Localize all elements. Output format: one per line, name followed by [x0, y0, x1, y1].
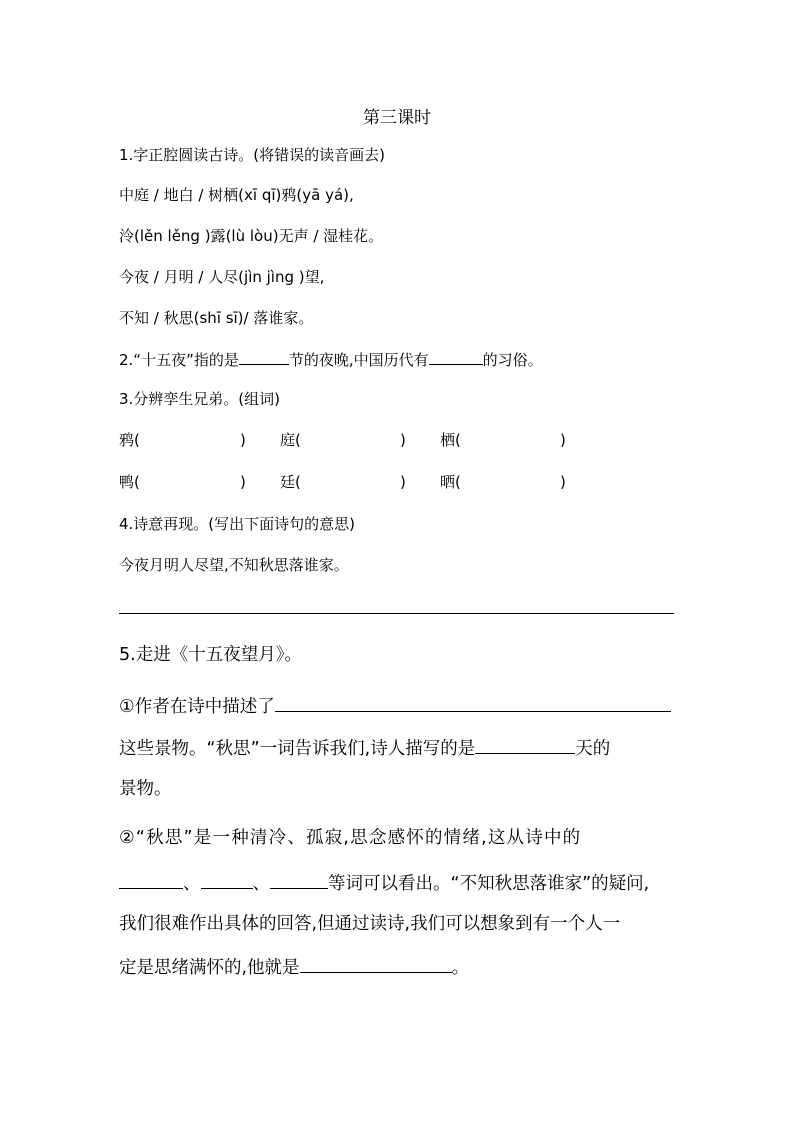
q5-p1-line2 [119, 735, 610, 761]
q3-r1-c2-close: ) [400, 431, 406, 449]
q5-p2-line3: 我们很难作出具体的回答,但通过读诗,我们可以想象到有一个人一 [119, 914, 621, 934]
q5-blank-person[interactable] [300, 954, 452, 973]
q5-p2-text-d: 定是思绪满怀的,他就是 [119, 958, 300, 978]
q5-p2-line2 [119, 870, 649, 896]
q5-blank-word-3[interactable] [270, 870, 328, 889]
q5-p2-text-e: 。 [451, 958, 470, 978]
q3-r2-c1-open: 鸭( [119, 473, 140, 491]
q2-text-3: 的习俗。 [482, 351, 543, 369]
q5-p2-sep-1: 、 [183, 874, 201, 894]
q1-line-4: 不知 / 秋思(shī sī)/ 落谁家。 [119, 309, 314, 327]
page-title: 第三课时 [363, 108, 431, 128]
q2-blank-custom[interactable] [429, 349, 483, 365]
q3-r2-c1-close: ) [240, 473, 246, 491]
q2-line [119, 349, 543, 370]
q3-r1-c1-close: ) [240, 431, 246, 449]
q1-line-3: 今夜 / 月明 / 人尽(jìn jìng )望, [119, 268, 325, 286]
q2-text-2: 节的夜晚,中国历代有 [288, 351, 429, 369]
q5-p1-line1 [119, 693, 671, 719]
q5-p1-text-a: ①作者在诗中描述了 [119, 697, 275, 717]
q3-r2-c3-open: 晒( [440, 473, 461, 491]
q5-p2-sep-2: 、 [252, 874, 270, 894]
q3-r1-c1-open: 鸦( [119, 431, 140, 449]
q3-r2-c3-close: ) [560, 473, 566, 491]
q5-blank-word-1[interactable] [119, 870, 183, 889]
q2-blank-festival[interactable] [239, 349, 289, 365]
q5-p1-line3: 景物。 [119, 779, 172, 799]
q5-p1-text-b: 这些景物。“秋思”一词告诉我们,诗人描写的是 [119, 739, 476, 759]
q3-r1-c3-open: 栖( [440, 431, 461, 449]
q3-r2-c2-open: 廷( [280, 473, 301, 491]
q4-answer-line[interactable] [119, 613, 674, 614]
q5-p2-line4 [119, 954, 469, 980]
q5-p2-line1: ②“秋思”是一种清冷、孤寂,思念感怀的情绪,这从诗中的 [119, 828, 582, 848]
q5-blank-scenery[interactable] [275, 693, 671, 712]
q1-line-1: 中庭 / 地白 / 树栖(xī qī)鸦(yā yá), [119, 186, 354, 204]
q3-heading: 3.分辨孪生兄弟。(组词) [119, 390, 281, 408]
q3-r2-c2-close: ) [400, 473, 406, 491]
q5-blank-word-2[interactable] [201, 870, 253, 889]
q3-r1-c3-close: ) [560, 431, 566, 449]
q5-p2-text-b: 等词可以看出。“不知秋思落谁家”的疑问, [328, 874, 650, 894]
q5-heading: 5.走进《十五夜望月》。 [119, 645, 302, 665]
q1-line-2: 泠(lěn lěng )露(lù lòu)无声 / 湿桂花。 [119, 227, 384, 245]
q4-heading: 4.诗意再现。(写出下面诗句的意思) [119, 515, 356, 533]
q3-r1-c2-open: 庭( [280, 431, 301, 449]
q4-verse: 今夜月明人尽望,不知秋思落谁家。 [119, 556, 349, 574]
q1-heading: 1.字正腔圆读古诗。(将错误的读音画去) [119, 146, 386, 164]
q5-blank-season[interactable] [475, 735, 575, 754]
q5-p1-text-c: 天的 [575, 739, 611, 759]
q2-text-1: 2.“十五夜”指的是 [119, 351, 239, 369]
